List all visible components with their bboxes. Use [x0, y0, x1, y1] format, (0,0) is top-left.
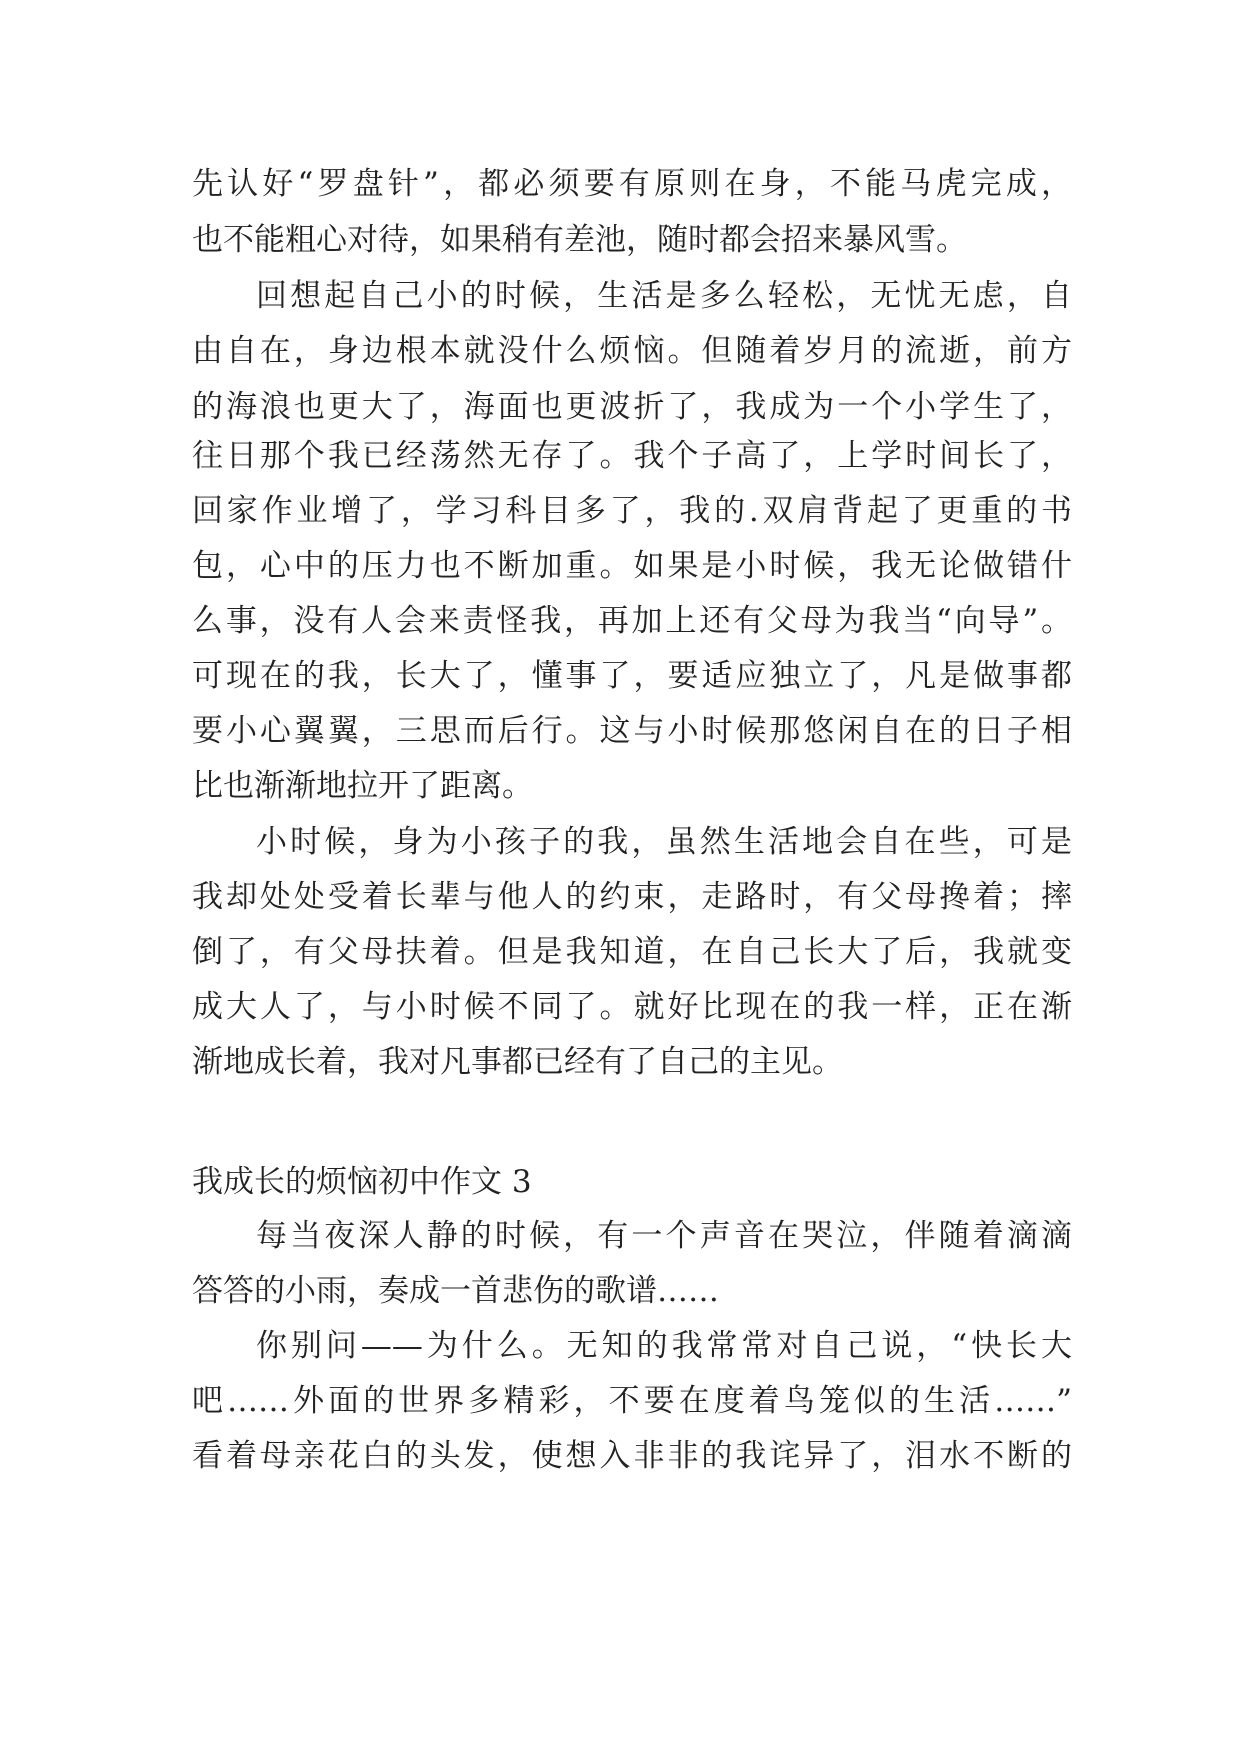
text-line: 我却处处受着长辈与他人的约束，走路时，有父母搀着；摔	[192, 879, 1072, 915]
text-line: 回家作业增了，学习科目多了，我的.双肩背起了更重的书	[192, 493, 1072, 529]
paragraph-start-line: 小时候，身为小孩子的我，虽然生活地会自在些，可是	[256, 824, 1072, 860]
text-line: 先认好“罗盘针”，都必须要有原则在身，不能马虎完成，	[192, 166, 1072, 202]
text-line: 的海浪也更大了，海面也更波折了，我成为一个小学生了，	[192, 389, 1072, 425]
text-line: 渐地成长着，我对凡事都已经有了自己的主见。	[192, 1044, 843, 1080]
text-line: 往日那个我已经荡然无存了。我个子高了，上学时间长了，	[192, 438, 1072, 474]
text-line: 么事，没有人会来责怪我，再加上还有父母为我当“向导”。	[192, 603, 1072, 639]
section-title: 我成长的烦恼初中作文 3	[192, 1164, 532, 1200]
text-line: 看着母亲花白的头发，使想入非非的我诧异了，泪水不断的	[192, 1438, 1072, 1474]
text-line: 倒了，有父母扶着。但是我知道，在自己长大了后，我就变	[192, 934, 1072, 970]
paragraph-start-line: 每当夜深人静的时候，有一个声音在哭泣，伴随着滴滴	[256, 1218, 1072, 1254]
text-line: 可现在的我，长大了，懂事了，要适应独立了，凡是做事都	[192, 658, 1072, 694]
text-line: 由自在，身边根本就没什么烦恼。但随着岁月的流逝，前方	[192, 333, 1072, 369]
text-line: 答答的小雨，奏成一首悲伤的歌谱……	[192, 1273, 719, 1309]
text-line: 吧……外面的世界多精彩，不要在度着鸟笼似的生活……”	[192, 1383, 1072, 1419]
text-line: 包，心中的压力也不断加重。如果是小时候，我无论做错什	[192, 548, 1072, 584]
paragraph-start-line: 回想起自己小的时候，生活是多么轻松，无忧无虑，自	[256, 278, 1072, 314]
text-line: 成大人了，与小时候不同了。就好比现在的我一样，正在渐	[192, 989, 1072, 1025]
paragraph-start-line: 你别问——为什么。无知的我常常对自己说，“快长大	[256, 1328, 1072, 1364]
text-line: 要小心翼翼，三思而后行。这与小时候那悠闲自在的日子相	[192, 713, 1072, 749]
text-line: 也不能粗心对待，如果稍有差池，随时都会招来暴风雪。	[192, 222, 967, 258]
text-line: 比也渐渐地拉开了距离。	[192, 768, 533, 804]
